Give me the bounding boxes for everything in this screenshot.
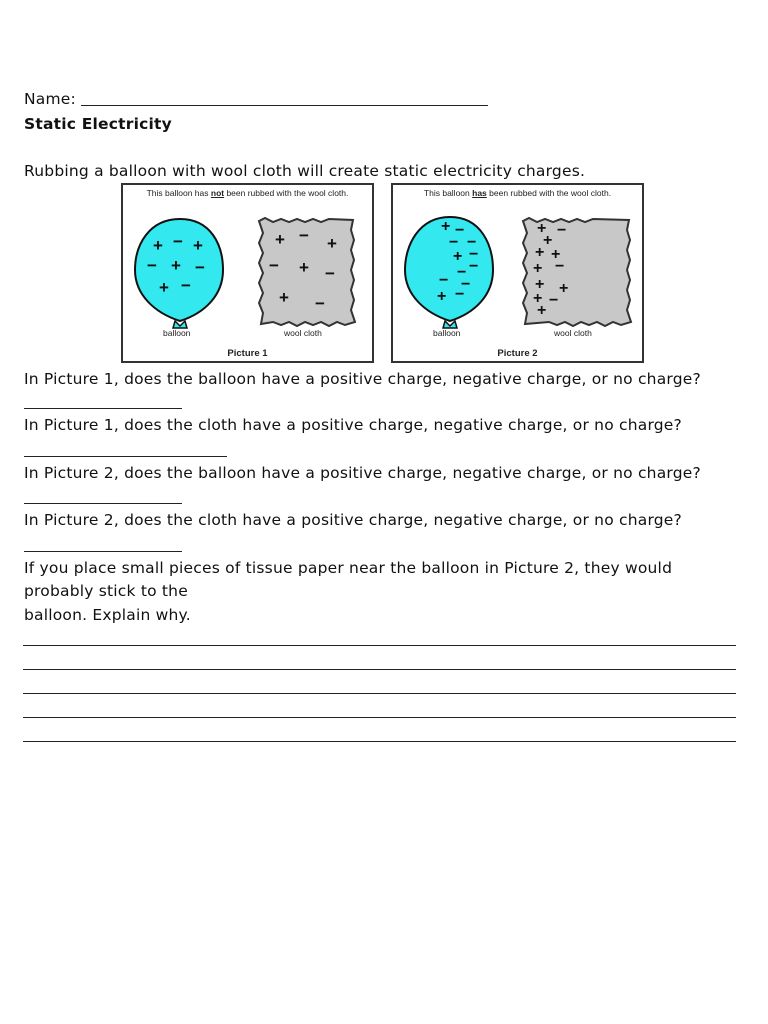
answer-2-field[interactable] xyxy=(24,456,227,457)
picture-2-title: Picture 2 xyxy=(497,348,538,359)
answer-3-field[interactable] xyxy=(24,503,182,504)
plus-sign-icon: + xyxy=(437,288,447,305)
minus-sign-icon: − xyxy=(299,226,309,245)
answer-4-field[interactable] xyxy=(24,551,182,552)
intro-text: Rubbing a balloon with wool cloth will create static electricity charges. xyxy=(24,162,586,180)
minus-sign-icon: − xyxy=(557,222,567,239)
plus-sign-icon: + xyxy=(327,234,337,253)
minus-sign-icon: − xyxy=(269,256,279,275)
plus-sign-icon: + xyxy=(551,246,561,263)
prompt-line-1: If you place small pieces of tissue paper near the balloon in Picture 2, they would xyxy=(24,559,673,577)
picture-1-caption: This balloon has not been rubbed with the wool cloth. xyxy=(146,188,349,198)
question-2: In Picture 1, does the cloth have a positive charge, negative charge, or no charge? xyxy=(24,416,682,434)
minus-sign-icon: − xyxy=(455,222,465,239)
explanation-line-1[interactable] xyxy=(23,645,736,646)
minus-sign-icon: − xyxy=(439,272,449,289)
picture-1-illustration xyxy=(123,185,374,363)
minus-sign-icon: − xyxy=(315,294,325,313)
explanation-line-5[interactable] xyxy=(23,741,736,742)
answer-1-field[interactable] xyxy=(24,408,182,409)
explanation-line-3[interactable] xyxy=(23,693,736,694)
explanation-line-2[interactable] xyxy=(23,669,736,670)
plus-sign-icon: + xyxy=(533,290,543,307)
plus-sign-icon: + xyxy=(275,230,285,249)
picture-2-balloon-label: balloon xyxy=(433,328,461,338)
plus-sign-icon: + xyxy=(535,276,545,293)
plus-sign-icon: + xyxy=(299,258,309,277)
picture-1-cloth-label: wool cloth xyxy=(284,328,322,338)
question-4: In Picture 2, does the cloth have a positive charge, negative charge, or no charge? xyxy=(24,511,682,529)
plus-sign-icon: + xyxy=(159,278,169,297)
name-label: Name: xyxy=(24,90,76,108)
prompt-line-3: balloon. Explain why. xyxy=(24,606,191,624)
minus-sign-icon: − xyxy=(181,276,191,295)
minus-sign-icon: − xyxy=(147,256,157,275)
minus-sign-icon: − xyxy=(549,292,559,309)
plus-sign-icon: + xyxy=(537,302,547,319)
plus-sign-icon: + xyxy=(537,220,547,237)
plus-sign-icon: + xyxy=(543,232,553,249)
plus-sign-icon: + xyxy=(533,260,543,277)
plus-sign-icon: + xyxy=(453,248,463,265)
minus-sign-icon: − xyxy=(457,264,467,281)
minus-sign-icon: − xyxy=(469,258,479,275)
minus-sign-icon: − xyxy=(461,276,471,293)
prompt-line-2: probably stick to the xyxy=(24,582,188,600)
minus-sign-icon: − xyxy=(469,246,479,263)
picture-2-caption: This balloon has been rubbed with the wool cloth. xyxy=(423,188,612,198)
picture-2-illustration xyxy=(393,185,644,363)
minus-sign-icon: − xyxy=(555,258,565,275)
explanation-line-4[interactable] xyxy=(23,717,736,718)
plus-sign-icon: + xyxy=(153,236,163,255)
picture-1-balloon-label: balloon xyxy=(163,328,191,338)
plus-sign-icon: + xyxy=(441,218,451,235)
minus-sign-icon: − xyxy=(449,234,459,251)
plus-sign-icon: + xyxy=(535,244,545,261)
plus-sign-icon: + xyxy=(279,288,289,307)
picture-2-figure xyxy=(391,183,644,363)
name-field[interactable] xyxy=(81,105,488,106)
minus-sign-icon: − xyxy=(455,286,465,303)
minus-sign-icon: − xyxy=(195,258,205,277)
minus-sign-icon: − xyxy=(467,234,477,251)
question-3: In Picture 2, does the balloon have a positive charge, negative charge, or no charge? xyxy=(24,464,701,482)
picture-2-cloth-label: wool cloth xyxy=(554,328,592,338)
question-1: In Picture 1, does the balloon have a positive charge, negative charge, or no charge? xyxy=(24,370,701,388)
picture-1-figure xyxy=(121,183,374,363)
plus-sign-icon: + xyxy=(559,280,569,297)
minus-sign-icon: − xyxy=(325,264,335,283)
plus-sign-icon: + xyxy=(193,236,203,255)
picture-1-title: Picture 1 xyxy=(227,348,268,359)
plus-sign-icon: + xyxy=(171,256,181,275)
worksheet-title: Static Electricity xyxy=(24,115,172,133)
minus-sign-icon: − xyxy=(173,232,183,251)
